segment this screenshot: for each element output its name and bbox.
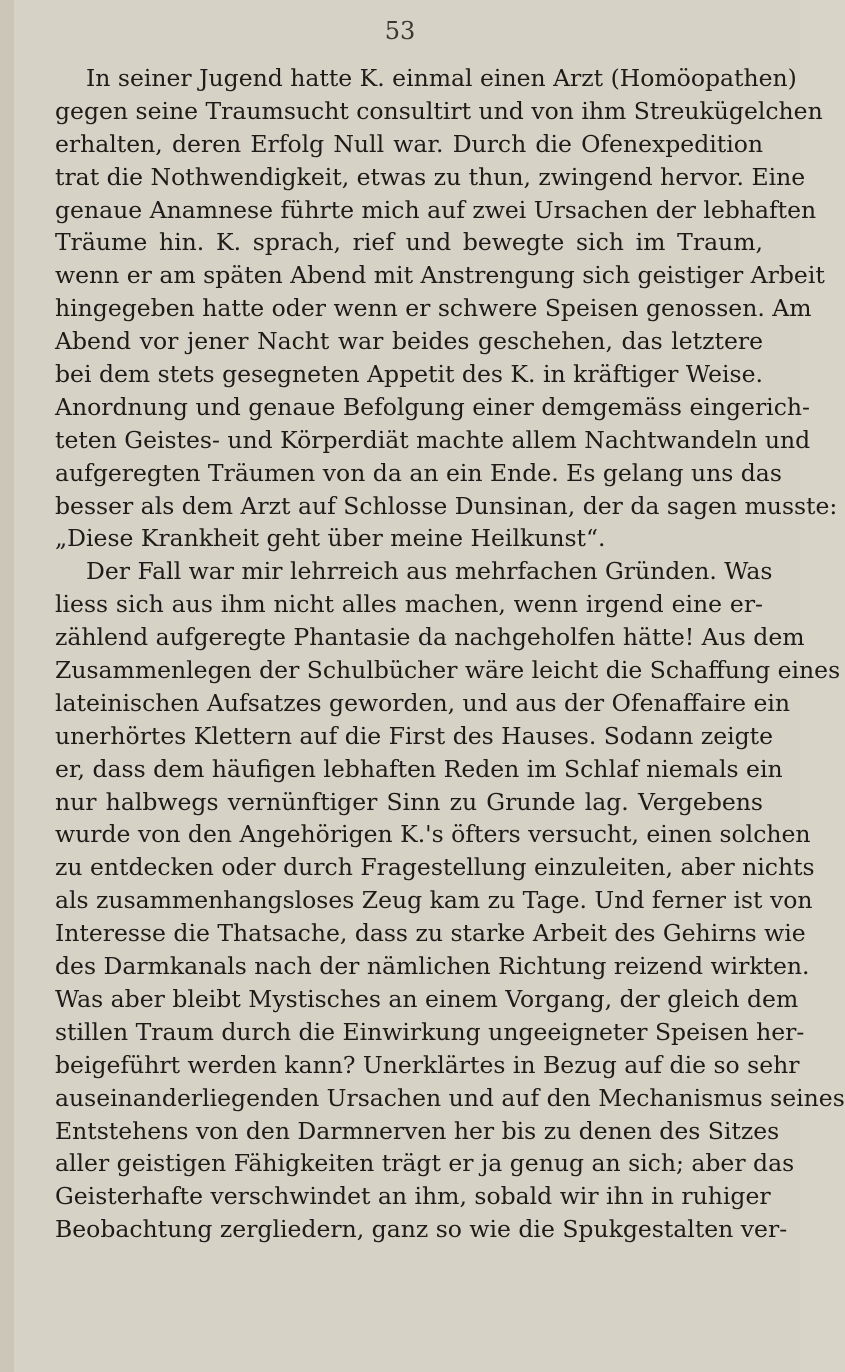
text-line: Entstehens von den Darmnerven her bis zu denen des Sitzes: [55, 1116, 780, 1145]
text-line: Anordnung und genaue Befolgung einer demgemäss eingerich-: [55, 392, 810, 421]
text-line: beigeführt werden kann? Unerklärtes in Bezug auf die so sehr: [55, 1050, 800, 1079]
text-line: wenn er am späten Abend mit Anstrengung sich geistiger Arbeit: [55, 261, 825, 290]
text-line: aller geistigen Fähigkeiten trägt er ja genug an sich; aber das: [55, 1149, 795, 1178]
text-line: liess sich aus ihm nicht alles machen, wenn irgend eine er-: [55, 590, 763, 619]
text-line: stillen Traum durch die Einwirkung ungeeigneter Speisen her-: [55, 1017, 805, 1046]
text-line: bei dem stets gesegneten Appetit des K. in kräftiger Weise.: [55, 360, 763, 389]
text-line: Beobachtung zergliedern, ganz so wie die Spukgestalten ver-: [55, 1215, 788, 1244]
text-line: Träume hin. K. sprach, rief und bewegte sich im Traum,: [55, 228, 763, 257]
text-line: erhalten, deren Erfolg Null war. Durch die Ofenexpedition: [55, 129, 763, 158]
text-line: unerhörtes Klettern auf die First des Hauses. Sodann zeigte: [55, 721, 774, 750]
text-line: zu entdecken oder durch Fragestellung einzuleiten, aber nichts: [55, 853, 815, 882]
text-line: gegen seine Traumsucht consultirt und von ihm Streukügelchen: [55, 96, 823, 125]
text-line: lateinischen Aufsatzes geworden, und aus der Ofenaffaire ein: [55, 688, 791, 717]
text-line: als zusammenhangsloses Zeug kam zu Tage. Und ferner ist von: [55, 886, 813, 915]
text-line: wurde von den Angehörigen K.'s öfters versucht, einen solchen: [55, 820, 811, 849]
text-line: Der Fall war mir lehrreich aus mehrfachen Gründen. Was: [86, 557, 773, 586]
text-line: auseinanderliegenden Ursachen und auf den Mechanismus seines: [55, 1083, 845, 1112]
text-line: teten Geistes- und Körperdiät machte allem Nachtwandeln und: [55, 425, 811, 454]
text-line: er, dass dem häufigen lebhaften Reden im Schlaf niemals ein: [55, 754, 783, 783]
text-line: nur halbwegs vernünftiger Sinn zu Grunde lag. Vergebens: [55, 787, 763, 816]
text-line: besser als dem Arzt auf Schlosse Dunsinan, der da sagen musste:: [55, 491, 838, 520]
text-line: In seiner Jugend hatte K. einmal einen Arzt (Homöopathen): [86, 64, 797, 92]
text-line: des Darmkanals nach der nämlichen Richtung reizend wirkten.: [55, 952, 810, 981]
text-line: Interesse die Thatsache, dass zu starke Arbeit des Gehirns wie: [55, 919, 806, 948]
text-line: Zusammenlegen der Schulbücher wäre leicht die Schaffung eines: [55, 656, 841, 685]
text-line: hingegeben hatte oder wenn er schwere Speisen genossen. Am: [55, 294, 812, 323]
text-line: Was aber bleibt Mystisches an einem Vorgang, der gleich dem: [55, 984, 799, 1013]
page-edge-shadow: [0, 0, 14, 1372]
text-line: Abend vor jener Nacht war beides geschehen, das letztere: [55, 327, 763, 356]
text-line: zählend aufgeregte Phantasie da nachgeholfen hätte! Aus dem: [55, 623, 805, 652]
text-line: trat die Nothwendigkeit, etwas zu thun, zwingend hervor. Eine: [55, 162, 806, 191]
text-line: „Diese Krankheit geht über meine Heilkunst“.: [55, 524, 606, 553]
text-line: aufgeregten Träumen von da an ein Ende. Es gelang uns das: [55, 458, 782, 487]
text-line: Geisterhafte verschwindet an ihm, sobald wir ihn in ruhiger: [55, 1182, 771, 1211]
text-line: genaue Anamnese führte mich auf zwei Ursachen der lebhaften: [55, 195, 817, 224]
page-number: 53: [384, 17, 416, 45]
body-text: [55, 62, 845, 1246]
